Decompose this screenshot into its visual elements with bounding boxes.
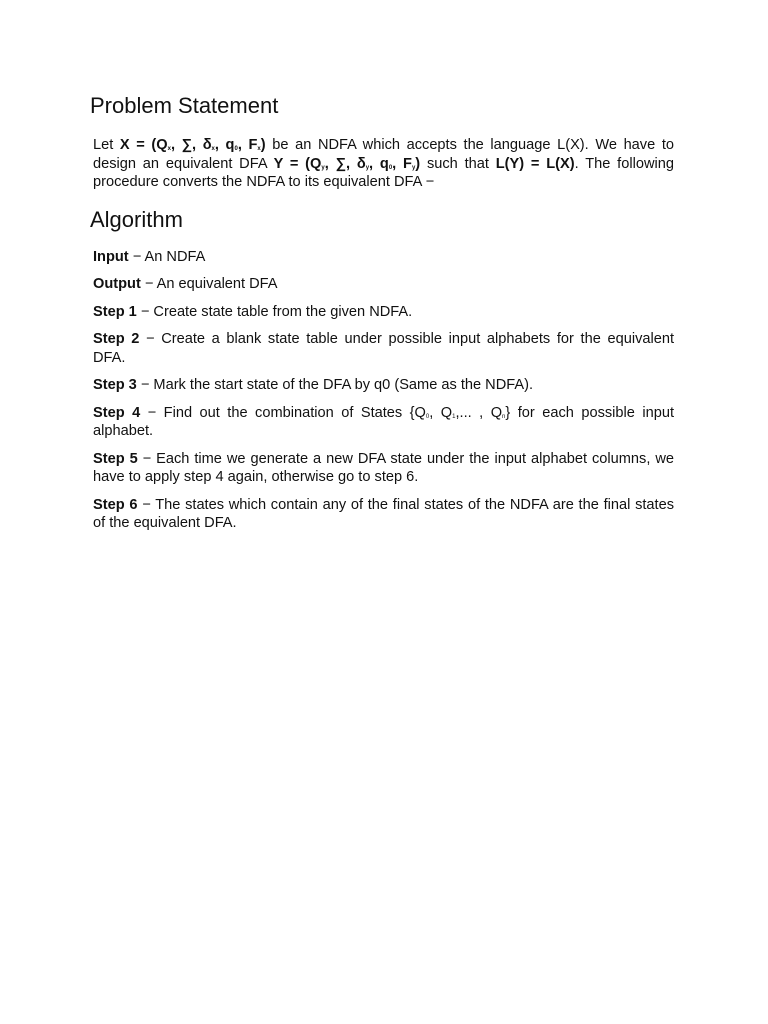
step-subscript: n [502,413,506,420]
step-text: ,... , Q [455,404,503,421]
algorithm-step-4 [93,404,674,441]
step-text: − Mark the start state of the DFA by q0 (Same as the NDFA). [136,377,534,393]
dfa-def-subscript: y [321,164,325,171]
step-label: Step 6 [93,496,138,513]
step-text: , Q [429,404,453,421]
intro-text-b: such that [420,155,496,172]
problem-statement-heading: Problem Statement [90,93,279,118]
output-text: − An equivalent DFA [140,276,278,292]
dfa-definition [274,156,421,172]
input-label: Input [93,248,129,265]
ndfa-def-part: ) [260,137,266,153]
ndfa-def-part: , F [237,137,258,153]
ndfa-def-part: , q [214,137,235,153]
algorithm-heading: Algorithm [90,206,183,232]
problem-intro-paragraph [93,136,674,192]
step-subscript: 0 [425,413,430,420]
algorithm-step-1 [93,303,674,322]
ndfa-def-part: X = (Q [119,137,168,153]
step-text: − Find out the combination of States {Q [140,404,426,421]
dfa-def-subscript: y [411,164,416,171]
ndfa-def-subscript: x [167,146,171,152]
input-text: − An NDFA [128,248,206,265]
ndfa-def-subscript: 0 [234,146,238,152]
ndfa-def-part: , ∑, δ [170,137,212,153]
step-label: Step 2 [93,331,140,347]
step-text: } for each possible input alphabet. [93,404,675,439]
algorithm-step-2 [93,330,674,367]
step-label: Step 3 [93,377,137,393]
dfa-def-subscript: 0 [388,164,393,171]
algorithm-step-3 [93,376,674,395]
dfa-def-part: , ∑, δ [324,155,366,172]
ndfa-def-subscript: x [211,146,215,152]
intro-let: Let [93,137,120,153]
dfa-def-part: , q [369,155,389,172]
step-label: Step 5 [93,450,138,467]
step-text: − Each time we generate a new DFA state under the input alphabet columns, we have to apply step 4 again, otherwise go to step 6. [93,450,675,485]
step-text: − Create state table from the given NDFA. [136,303,413,320]
algorithm-input [93,248,674,267]
dfa-def-part: ) [415,155,421,172]
language-equality: L(Y) = L(X) [495,155,575,172]
dfa-def-subscript: y [365,164,370,171]
step-text: − Create a blank state table under possible input alphabets for the equivalent DFA. [93,331,675,366]
ndfa-def-subscript: x [257,146,261,152]
step-label: Step 4 [93,404,141,421]
algorithm-list [93,248,674,533]
step-subscript: 1 [452,413,456,420]
algorithm-step-5 [93,450,674,487]
intro-text-a: be an NDFA which accepts the language L(X). We have to design an equivalent DFA [93,137,674,172]
intro-text-c: . The following procedure converts the NDFA to its equivalent DFA − [93,155,674,190]
dfa-def-part: , F [392,155,412,172]
dfa-def-part: Y = (Q [273,155,322,172]
algorithm-step-6 [93,496,674,533]
ndfa-definition [120,137,266,153]
algorithm-output [93,275,674,294]
output-label: Output [93,276,141,292]
step-label: Step 1 [93,303,137,320]
document-content [90,92,675,542]
step-text: − The states which contain any of the final states of the NDFA are the final states of the equivalent DFA. [93,496,675,531]
